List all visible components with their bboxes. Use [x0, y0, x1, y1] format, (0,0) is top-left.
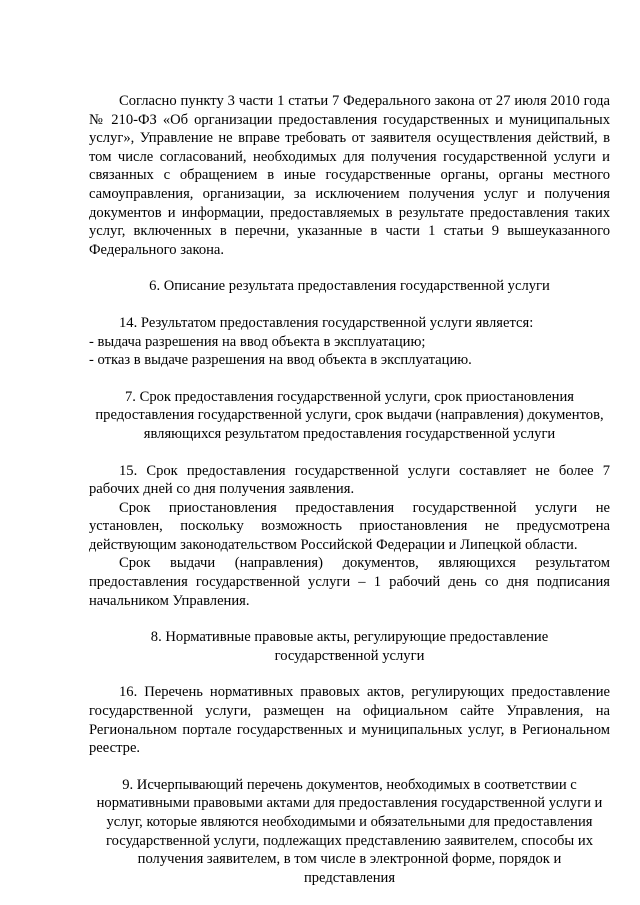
item16-paragraph: 16. Перечень нормативных правовых актов, регулирующих предоставление государственной услуги, размещен на официальном сайте Управления, на Региональном портале государственных и муниципальных услуг, в Региональном реестре. — [89, 684, 610, 757]
section9-heading-line: государственной услуги, подлежащих представлению заявителем, способы их — [106, 832, 593, 849]
section9-heading — [89, 776, 610, 888]
section9-heading-line: услуг, которые являются необходимыми и обязательными для предоставления — [106, 814, 593, 830]
section7-heading-line: предоставления государственной услуги, срок выдачи (направления) документов, — [95, 407, 604, 424]
section7-heading-line: 7. Срок предоставления государственной услуги, срок приостановления — [125, 388, 574, 405]
section9-heading-line: 9. Исчерпывающий перечень документов, необходимых в соответствии с — [122, 776, 577, 793]
item14-bullet: - отказ в выдаче разрешения на ввод объекта в эксплуатацию. — [89, 352, 472, 369]
suspension-paragraph: Срок приостановления предоставления государственной услуги не установлен, поскольку возможность приостановления не предусмотрена действующим законодательством Российской Федерации и Липецкой области. — [89, 499, 610, 553]
section8-heading — [89, 628, 610, 665]
section7-heading — [89, 388, 610, 444]
section6-heading: 6. Описание результата предоставления государственной услуги — [149, 278, 550, 295]
section8-heading-line: 8. Нормативные правовые акты, регулирующие предоставление — [150, 629, 549, 646]
section9-heading-line: получения заявителем, в том числе в электронной форме, порядок и — [137, 851, 562, 868]
section9-heading-line: нормативными правовыми актами для предоставления государственной услуги и — [96, 795, 603, 812]
intro-paragraph: Согласно пункту 3 части 1 статьи 7 Федерального закона от 27 июля 2010 года № 210-ФЗ «Об организации предоставления государственных и муниципальных услуг», Управление не вправе требовать от заявителя осуществления действий, в том числе согласований, необходимых для получения государственной услуги и связанных с обращением в иные государственные органы, органы местного самоуправления, организации, за исключением получения услуг и получения документов и информации, предоставляемых в результате предоставления таких услуг, включенных в перечни, указанные в части 1 статьи 9 вышеуказанного Федерального закона. — [89, 93, 610, 258]
item14-bullet: - выдача разрешения на ввод объекта в эксплуатацию; — [89, 333, 426, 350]
section9-heading-line: представления — [303, 869, 396, 886]
item14-lead: 14. Результатом предоставления государственной услуги является: — [119, 314, 534, 331]
section7-heading-line: являющихся результатом предоставления государственной услуги — [143, 425, 556, 442]
issuance-paragraph: Срок выдачи (направления) документов, являющихся результатом предоставления государственной услуги – 1 рабочий день со дня подписания начальником Управления. — [89, 555, 610, 609]
section8-heading-line: государственной услуги — [274, 647, 425, 664]
item15-paragraph: 15. Срок предоставления государственной услуги составляет не более 7 рабочих дней со дня получения заявления. — [89, 462, 610, 498]
